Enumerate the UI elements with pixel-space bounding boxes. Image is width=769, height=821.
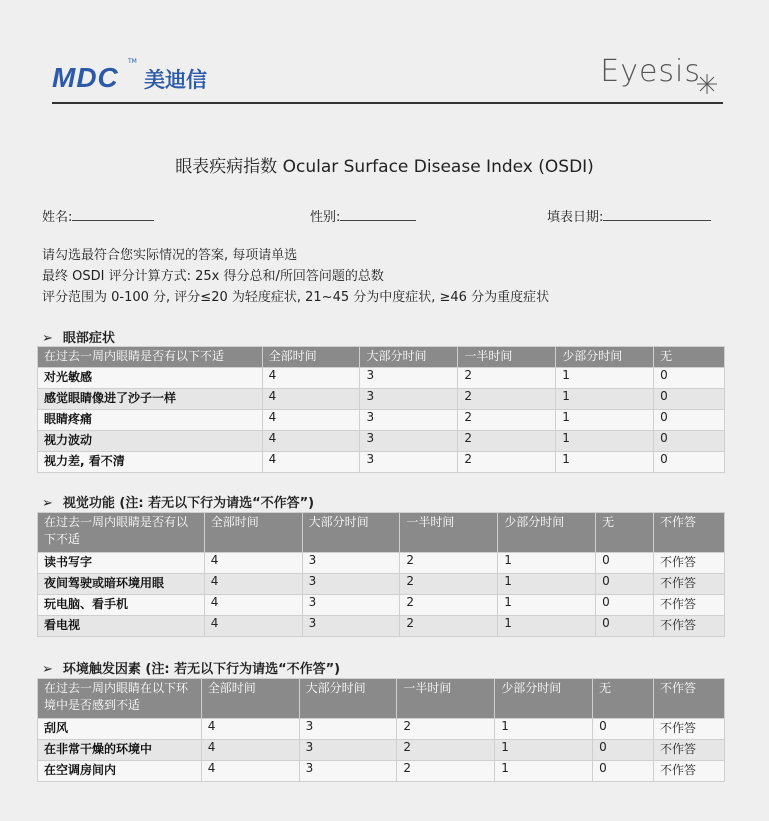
- score-option-cell[interactable]: 2: [400, 616, 498, 637]
- score-option-cell[interactable]: 4: [204, 574, 302, 595]
- name-label: 姓名:: [42, 210, 73, 225]
- question-cell: 玩电脑、看手机: [38, 595, 205, 616]
- score-option-cell[interactable]: 4: [262, 431, 360, 452]
- table-header-row: [38, 347, 725, 368]
- eye-symptoms-table: [37, 346, 725, 473]
- header-option-cell: 无: [654, 347, 725, 368]
- score-option-cell[interactable]: 4: [262, 389, 360, 410]
- score-option-cell[interactable]: 3: [299, 719, 397, 740]
- header-option-cell: 一半时间: [397, 679, 495, 719]
- score-option-cell[interactable]: 2: [397, 719, 495, 740]
- score-option-cell[interactable]: 3: [299, 740, 397, 761]
- score-option-cell[interactable]: 0: [596, 616, 654, 637]
- score-option-cell[interactable]: 不作答: [654, 595, 725, 616]
- score-option-cell[interactable]: 4: [204, 616, 302, 637]
- score-option-cell[interactable]: 4: [201, 761, 299, 782]
- score-option-cell[interactable]: 3: [360, 452, 458, 473]
- header-option-cell: 不作答: [654, 513, 725, 553]
- score-option-cell[interactable]: 0: [654, 368, 725, 389]
- score-option-cell[interactable]: 不作答: [654, 574, 725, 595]
- score-option-cell[interactable]: 0: [593, 761, 654, 782]
- header-option-cell: 大部分时间: [302, 513, 400, 553]
- header-option-cell: 一半时间: [400, 513, 498, 553]
- table-header-row: [38, 679, 725, 719]
- table-row: [38, 452, 725, 473]
- score-option-cell[interactable]: 4: [262, 410, 360, 431]
- question-cell: 视力波动: [38, 431, 263, 452]
- header-option-cell: 少部分时间: [556, 347, 654, 368]
- score-option-cell[interactable]: 4: [201, 740, 299, 761]
- score-option-cell[interactable]: 0: [596, 574, 654, 595]
- score-option-cell[interactable]: 0: [596, 595, 654, 616]
- mdc-logo: MDC: [52, 62, 119, 93]
- date-label: 填表日期:: [547, 210, 604, 225]
- score-option-cell[interactable]: 1: [556, 389, 654, 410]
- score-option-cell[interactable]: 不作答: [654, 719, 725, 740]
- score-option-cell[interactable]: 0: [596, 553, 654, 574]
- score-option-cell[interactable]: 0: [654, 452, 725, 473]
- eyesis-logo: Eyesis: [600, 54, 701, 89]
- score-option-cell[interactable]: 0: [593, 740, 654, 761]
- score-option-cell[interactable]: 4: [262, 452, 360, 473]
- score-option-cell[interactable]: 0: [654, 431, 725, 452]
- header-option-cell: 无: [593, 679, 654, 719]
- header-option-cell: 少部分时间: [495, 679, 593, 719]
- table-row: [38, 574, 725, 595]
- instructions: [42, 245, 549, 308]
- table-row: [38, 719, 725, 740]
- score-option-cell[interactable]: 2: [458, 410, 556, 431]
- score-option-cell[interactable]: 1: [556, 368, 654, 389]
- date-field[interactable]: [547, 206, 711, 225]
- section-heading-environmental-triggers: ➢ 环境触发因素 (注: 若无以下行为请选“不作答”): [42, 662, 341, 677]
- question-cell: 夜间驾驶或暗环境用眼: [38, 574, 205, 595]
- arrow-bullet-icon: ➢: [42, 496, 53, 511]
- header-question-cell: 在过去一周内眼睛是否有以下不适: [38, 347, 263, 368]
- score-option-cell[interactable]: 3: [302, 574, 400, 595]
- table-row: [38, 410, 725, 431]
- score-option-cell[interactable]: 2: [458, 368, 556, 389]
- score-option-cell[interactable]: 3: [302, 595, 400, 616]
- score-option-cell[interactable]: 不作答: [654, 553, 725, 574]
- question-cell: 刮风: [38, 719, 202, 740]
- header-option-cell: 全部时间: [204, 513, 302, 553]
- score-option-cell[interactable]: 1: [556, 452, 654, 473]
- header-question-cell: 在过去一周内眼睛在以下环境中是否感到不适: [38, 679, 202, 719]
- score-option-cell[interactable]: 3: [360, 410, 458, 431]
- header-option-cell: 无: [596, 513, 654, 553]
- arrow-bullet-icon: ➢: [42, 662, 53, 677]
- score-option-cell[interactable]: 2: [400, 574, 498, 595]
- environmental-triggers-table: [37, 678, 725, 782]
- header-option-cell: 全部时间: [262, 347, 360, 368]
- sparkle-icon: [697, 74, 717, 94]
- score-option-cell[interactable]: 1: [498, 553, 596, 574]
- header-divider: [52, 102, 723, 104]
- score-option-cell[interactable]: 3: [360, 389, 458, 410]
- score-option-cell[interactable]: 3: [360, 431, 458, 452]
- header-option-cell: 少部分时间: [498, 513, 596, 553]
- table-row: [38, 389, 725, 410]
- question-cell: 在非常干燥的环境中: [38, 740, 202, 761]
- score-option-cell[interactable]: 1: [556, 431, 654, 452]
- question-cell: 感觉眼睛像进了沙子一样: [38, 389, 263, 410]
- name-field[interactable]: [42, 206, 154, 225]
- score-option-cell[interactable]: 4: [201, 719, 299, 740]
- page-title: 眼表疾病指数 Ocular Surface Disease Index (OSDI): [175, 157, 594, 177]
- score-option-cell[interactable]: 4: [204, 595, 302, 616]
- document-header: [52, 52, 723, 104]
- score-option-cell[interactable]: 3: [302, 553, 400, 574]
- question-cell: 视力差, 看不清: [38, 452, 263, 473]
- score-option-cell[interactable]: 0: [654, 389, 725, 410]
- arrow-bullet-icon: ➢: [42, 331, 53, 346]
- score-option-cell[interactable]: 1: [498, 616, 596, 637]
- question-cell: 眼睛疼痛: [38, 410, 263, 431]
- gender-label: 性别:: [310, 210, 341, 225]
- gender-blank[interactable]: [340, 209, 416, 221]
- header-option-cell: 大部分时间: [299, 679, 397, 719]
- table-row: [38, 553, 725, 574]
- table-row: [38, 761, 725, 782]
- score-option-cell[interactable]: 3: [360, 368, 458, 389]
- score-option-cell[interactable]: 不作答: [654, 761, 725, 782]
- score-option-cell[interactable]: 2: [458, 452, 556, 473]
- gender-field[interactable]: [310, 206, 416, 225]
- table-row: [38, 368, 725, 389]
- score-option-cell[interactable]: 不作答: [654, 740, 725, 761]
- table-row: [38, 740, 725, 761]
- score-option-cell[interactable]: 2: [400, 595, 498, 616]
- header-option-cell: 不作答: [654, 679, 725, 719]
- score-option-cell[interactable]: 2: [400, 553, 498, 574]
- table-row: [38, 616, 725, 637]
- score-option-cell[interactable]: 1: [556, 410, 654, 431]
- score-option-cell[interactable]: 1: [495, 740, 593, 761]
- section-heading-visual-function: ➢ 视觉功能 (注: 若无以下行为请选“不作答”): [42, 496, 315, 511]
- instruction-line: 请勾选最符合您实际情况的答案, 每项请单选: [42, 248, 298, 263]
- table-row: [38, 431, 725, 452]
- instruction-line: 评分范围为 0-100 分, 评分≤20 为轻度症状, 21~45 分为中度症状, ≥46 分为重度症状: [42, 290, 550, 305]
- date-blank[interactable]: [603, 209, 711, 221]
- score-option-cell[interactable]: 0: [654, 410, 725, 431]
- instruction-line: 最终 OSDI 评分计算方式: 25x 得分总和/所回答问题的总数: [42, 269, 384, 284]
- score-option-cell[interactable]: 1: [495, 719, 593, 740]
- section-heading-eye-symptoms: ➢ 眼部症状: [42, 331, 115, 346]
- score-option-cell[interactable]: 3: [302, 616, 400, 637]
- question-cell: 对光敏感: [38, 368, 263, 389]
- table-row: [38, 595, 725, 616]
- table-header-row: [38, 513, 725, 553]
- header-option-cell: 全部时间: [201, 679, 299, 719]
- question-cell: 在空调房间内: [38, 761, 202, 782]
- score-option-cell[interactable]: 不作答: [654, 616, 725, 637]
- score-option-cell[interactable]: 1: [498, 595, 596, 616]
- header-option-cell: 大部分时间: [360, 347, 458, 368]
- score-option-cell[interactable]: 1: [495, 761, 593, 782]
- mdc-chinese-name: 美迪信: [144, 68, 207, 92]
- question-cell: 读书写字: [38, 553, 205, 574]
- score-option-cell[interactable]: 2: [397, 740, 495, 761]
- score-option-cell[interactable]: 4: [262, 368, 360, 389]
- score-option-cell[interactable]: 2: [458, 389, 556, 410]
- score-option-cell[interactable]: 3: [299, 761, 397, 782]
- score-option-cell[interactable]: 4: [204, 553, 302, 574]
- score-option-cell[interactable]: 1: [498, 574, 596, 595]
- name-blank[interactable]: [72, 209, 154, 221]
- trademark-mark: TM: [128, 58, 137, 65]
- score-option-cell[interactable]: 2: [397, 761, 495, 782]
- header-question-cell: 在过去一周内眼睛是否有以下不适: [38, 513, 205, 553]
- score-option-cell[interactable]: 0: [593, 719, 654, 740]
- header-option-cell: 一半时间: [458, 347, 556, 368]
- score-option-cell[interactable]: 2: [458, 431, 556, 452]
- visual-function-table: [37, 512, 725, 637]
- question-cell: 看电视: [38, 616, 205, 637]
